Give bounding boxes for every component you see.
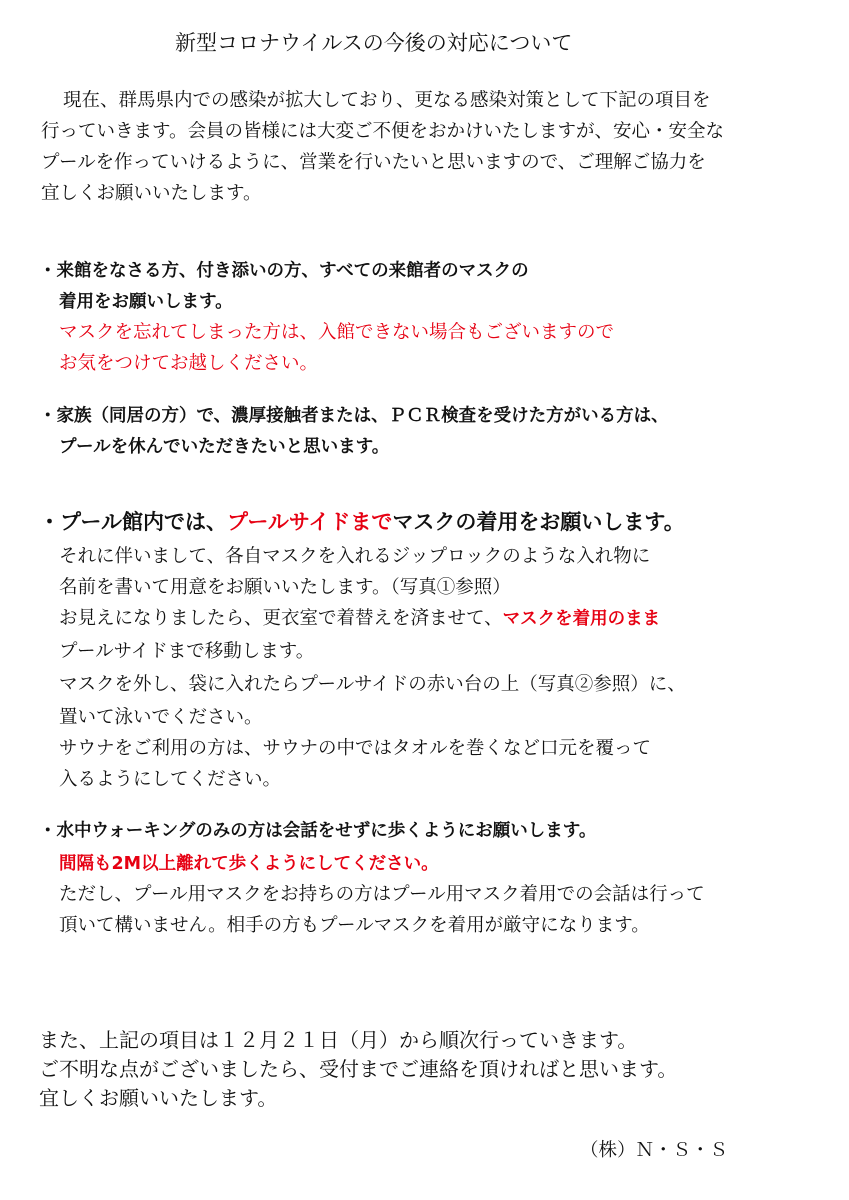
intro-line: 宜しくお願いいたします。: [41, 183, 262, 204]
body-line: サウナをご利用の方は、サウナの中ではタオルを巻くなど口元を覆って: [59, 738, 652, 759]
closing-line: ご不明な点がございましたら、受付までご連絡を頂ければと思います。: [39, 1057, 678, 1081]
closing-line: また、上記の項目は１２月２１日（月）から順次行っていきます。: [39, 1028, 638, 1052]
closing-line: 宜しくお願いいたします。: [39, 1086, 278, 1110]
body-highlight: マスクを着用のまま: [502, 609, 661, 629]
body-line: 頂いて構いません。相手の方もプールマスクを着用が厳守になります。: [59, 915, 650, 936]
body-line: [59, 607, 660, 631]
warning-text: 間隔も2M以上離れて歩くようにしてください。: [59, 854, 439, 874]
intro-line: 現在、群馬県内での感染が拡大しており、更なる感染対策として下記の項目を: [63, 90, 711, 111]
body-line: マスクを外し、袋に入れたらプールサイドの赤い台の上（写真②参照）に、: [59, 674, 686, 695]
page-title: 新型コロナウイルスの今後の対応について: [175, 31, 573, 55]
body-line: ただし、プール用マスクをお持ちの方はプール用マスク着用での会話は行って: [59, 884, 705, 905]
intro-line: 行っていきます。会員の皆様には大変ご不便をおかけいたしますが、安心・安全な: [41, 121, 725, 142]
section-heading: [39, 510, 685, 534]
heading-highlight: プールサイドまで: [226, 510, 393, 534]
section-heading: ・家族（同居の方）で、濃厚接触者または、ＰＣＲ検査を受けた方がいる方は、: [39, 406, 669, 426]
heading-suffix: マスクの着用をお願いします。: [392, 510, 685, 534]
intro-line: プールを作っていけるように、営業を行いたいと思いますので、ご理解ご協力を: [41, 152, 706, 173]
body-line: それに伴いまして、各自マスクを入れるジップロックのような入れ物に: [59, 546, 651, 567]
body-line: 入るようにしてください。: [59, 769, 282, 790]
body-line: 置いて泳いでください。: [59, 707, 263, 728]
section-heading: プールを休んでいただきたいと思います。: [59, 437, 390, 457]
company-signature: （株）Ｎ・Ｓ・Ｓ: [580, 1140, 729, 1161]
section-heading: ・水中ウォーキングのみの方は会話をせずに歩くようにお願いします。: [39, 821, 597, 841]
section-heading: 着用をお願いします。: [59, 292, 233, 312]
heading-prefix: ・プール館内では、: [39, 510, 227, 534]
body-line: 名前を書いて用意をお願いいたします。（写真①参照）: [59, 577, 511, 598]
section-heading: ・来館をなさる方、付き添いの方、すべての来館者のマスクの: [39, 261, 529, 281]
body-text: お見えになりましたら、更衣室で着替えを済ませて、: [59, 608, 503, 629]
warning-text: お気をつけてお越しください。: [59, 353, 319, 374]
body-line: プールサイドまで移動します。: [59, 641, 315, 662]
warning-text: マスクを忘れてしまった方は、入館できない場合もございますので: [59, 322, 615, 343]
